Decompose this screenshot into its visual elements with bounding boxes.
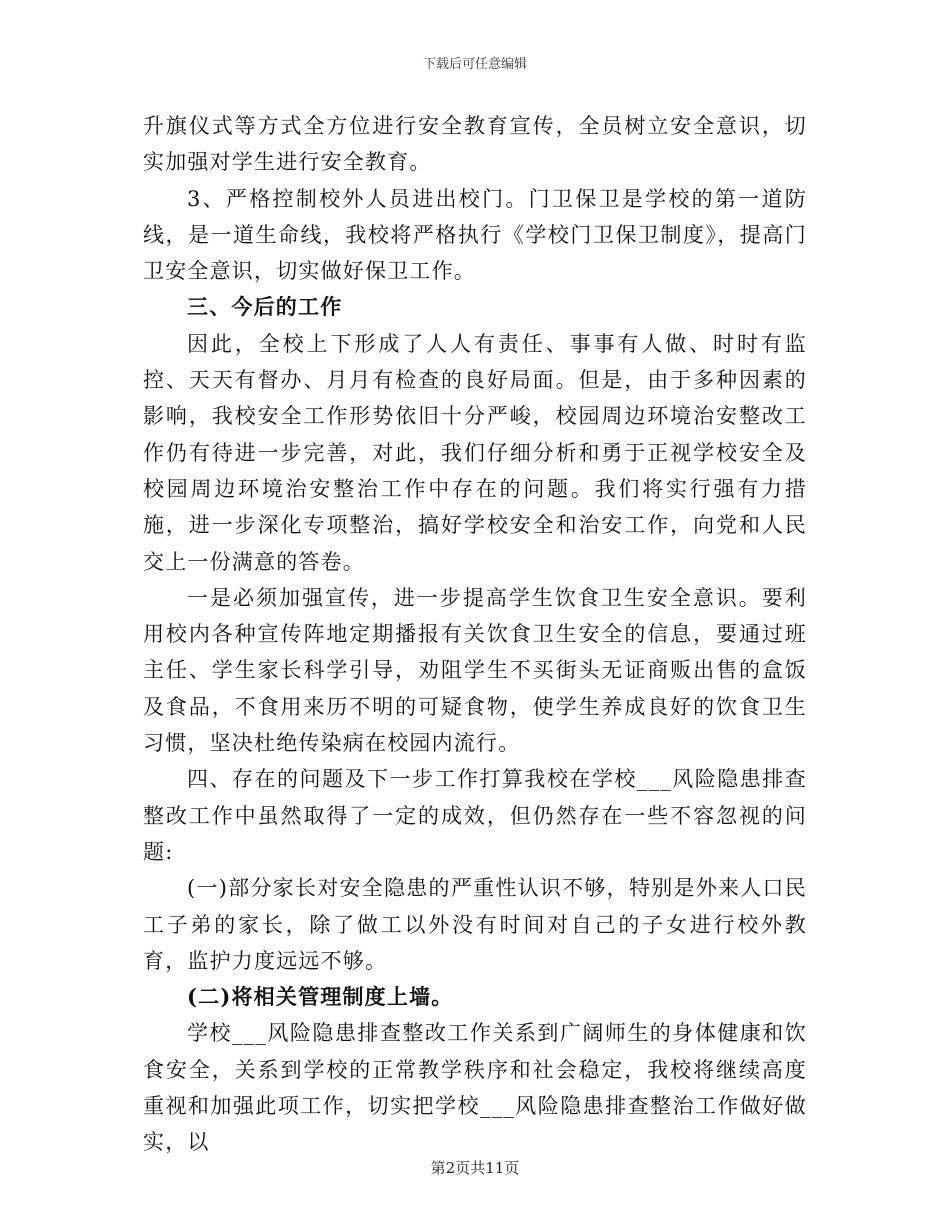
page-footer: 第2页共11页	[430, 1159, 520, 1177]
document-body	[143, 108, 807, 1161]
page-header: 下载后可任意编辑	[422, 57, 527, 72]
paragraph-4: 因此，全校上下形成了人人有责任、事事有人做、时时有监控、天天有督办、月月有检查的良好局面。但是，由于多种因素的影响，我校安全工作形势依旧十分严峻，校园周边环境治安整改工作仍有待进一步完善，对此，我们仔细分析和勇于正视学校安全及校园周边环境治安整治工作中存在的问题。我们将实行强有力措施，进一步深化专项整治，搞好学校安全和治安工作，向党和人民交上一份满意的答卷。	[143, 331, 807, 574]
paragraph-2: 3、严格控制校外人员进出校门。门卫保卫是学校的第一道防线，是一道生命线，我校将严格执行《学校门卫保卫制度》，提高门卫安全意识，切实做好保卫工作。	[143, 186, 807, 284]
paragraph-5: 一是必须加强宣传，进一步提高学生饮食卫生安全意识。要利用校内各种宣传阵地定期播报有关饮食卫生安全的信息，要通过班主任、学生家长科学引导，劝阻学生不买街头无证商贩出售的盒饭及食品，不食用来历不明的可疑食物，使学生养成良好的饮食卫生习惯，坚决杜绝传染病在校园内流行。	[143, 585, 807, 756]
section-heading-3: 三、今后的工作	[187, 294, 343, 320]
section-heading-8: (二)将相关管理制度上墙。	[187, 984, 454, 1010]
paragraph-1: 升旗仪式等方式全方位进行安全教育宣传，全员树立安全意识，切实加强对学生进行安全教育。	[143, 114, 807, 175]
paragraph-7: (一)部分家长对安全隐患的严重性认识不够，特别是外来人口民工子弟的家长，除了做工以外没有时间对自己的子女进行校外教育，监护力度远远不够。	[143, 876, 807, 973]
paragraph-9: 学校___风险隐患排查整改工作关系到广阔师生的身体健康和饮食安全，关系到学校的正常教学秩序和社会稳定，我校将继续高度重视和加强此项工作，切实把学校___风险隐患排查整治工作做好做实，以	[143, 1021, 807, 1155]
paragraph-6: 四、存在的问题及下一步工作打算我校在学校___风险隐患排查整改工作中虽然取得了一定的成效，但仍然存在一些不容忽视的问题:	[143, 767, 807, 864]
